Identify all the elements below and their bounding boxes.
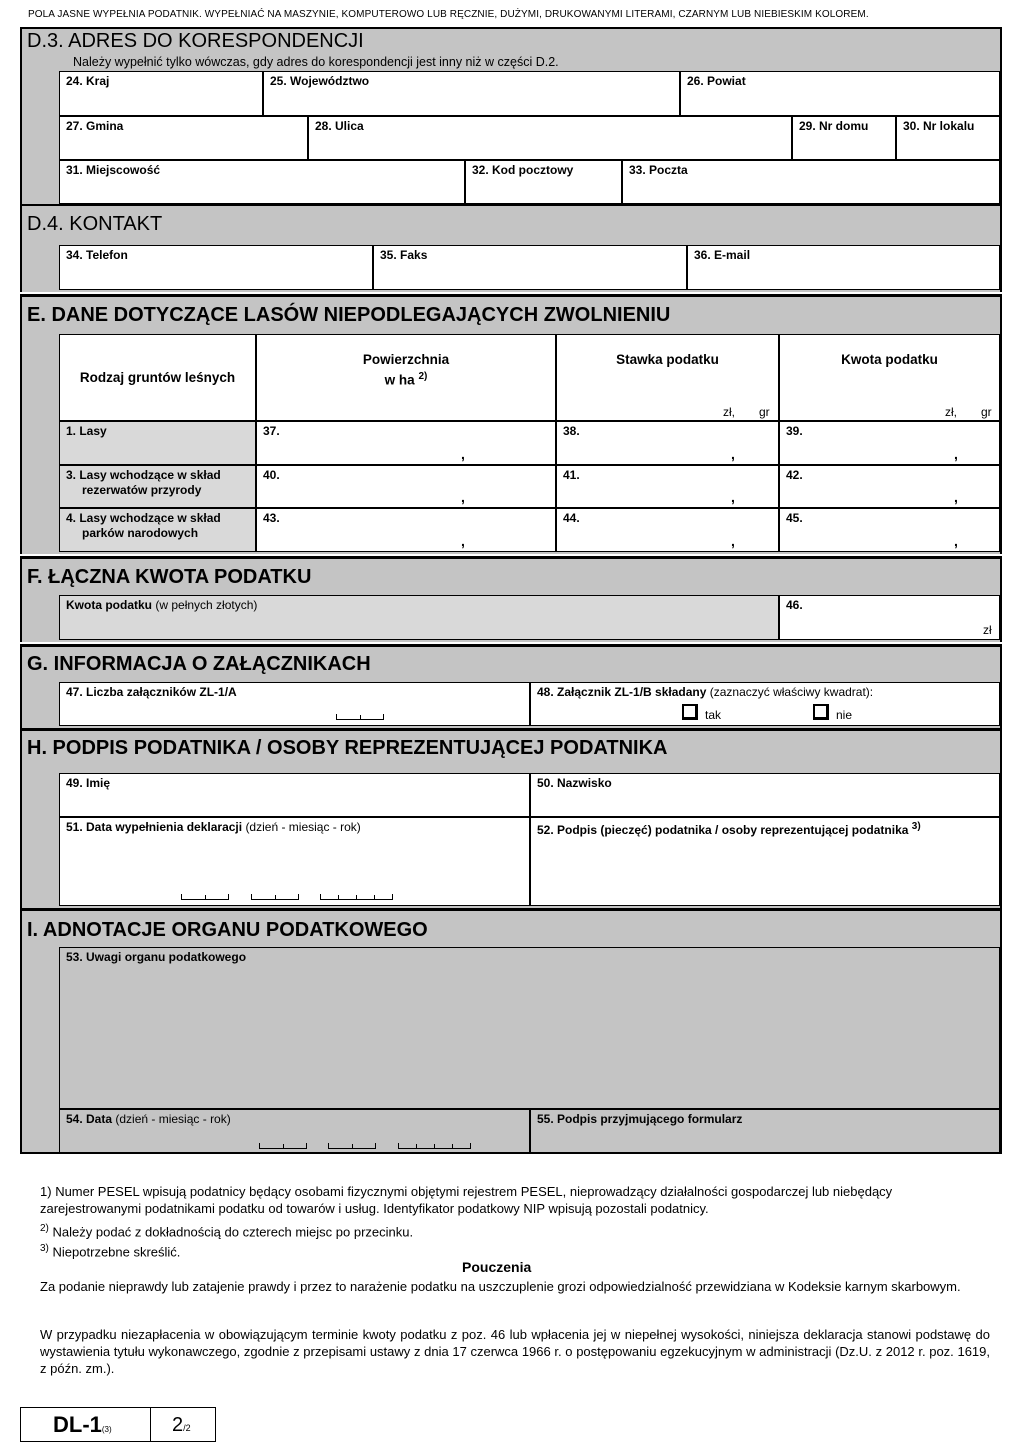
field-51-fill-date[interactable] bbox=[59, 817, 530, 906]
field-label bbox=[66, 1112, 231, 1126]
digit-separator bbox=[360, 715, 361, 719]
decimal-comma: , bbox=[461, 489, 465, 505]
checkbox-no[interactable] bbox=[813, 704, 829, 720]
field-42-amount[interactable] bbox=[779, 465, 1000, 508]
instructions-paragraph-1: Za podanie nieprawdy lub zatajenie prawdy i przez to narażenie podatku na uszczuplenie grozi odpowiedzialność przewidziana w Kodeksie karnym skarbowym. bbox=[40, 1279, 961, 1294]
section-i-title: I. ADNOTACJE ORGANU PODATKOWEGO bbox=[27, 919, 428, 941]
field-label: 39. bbox=[786, 424, 803, 438]
digit-separator bbox=[434, 1144, 435, 1148]
decimal-comma: , bbox=[731, 533, 735, 549]
row-label bbox=[66, 511, 221, 541]
footnote-ref-2: 2) bbox=[418, 371, 428, 382]
form-code: DL-1 bbox=[53, 1412, 102, 1437]
footnote-3-mark: 3) bbox=[40, 1243, 49, 1254]
year-boxes bbox=[320, 894, 393, 900]
field-label: 50. Nazwisko bbox=[537, 776, 612, 790]
row-label-line-2: rezerwatów przyrody bbox=[82, 483, 202, 497]
checkbox-yes-label: tak bbox=[705, 708, 722, 722]
field-36-email[interactable] bbox=[687, 245, 1000, 290]
field-43-area[interactable] bbox=[256, 508, 556, 552]
field-51-note: (dzień - miesiąc - rok) bbox=[245, 820, 361, 834]
section-h-title: H. PODPIS PODATNIKA / OSOBY REPREZENTUJĄCEJ PODATNIKA bbox=[27, 737, 668, 759]
day-boxes bbox=[259, 1143, 307, 1149]
field-label: 37. bbox=[263, 424, 280, 438]
decimal-comma: , bbox=[461, 533, 465, 549]
page-number: 2 bbox=[172, 1414, 184, 1436]
section-d4-title: D.4. KONTAKT bbox=[27, 213, 163, 235]
field-label: 47. Liczba załączników ZL-1/A bbox=[66, 685, 237, 699]
footnote-1-mark: 1) bbox=[40, 1184, 52, 1199]
row-forests-label bbox=[59, 421, 256, 465]
row-label: 1. Lasy bbox=[66, 424, 107, 438]
field-41-rate[interactable] bbox=[556, 465, 779, 508]
field-29-house-no[interactable] bbox=[792, 116, 896, 160]
page-number-box bbox=[150, 1407, 216, 1442]
month-boxes bbox=[328, 1143, 376, 1149]
field-label: 34. Telefon bbox=[66, 248, 128, 262]
field-27-municipality[interactable] bbox=[59, 116, 308, 160]
unit-zl: zł, bbox=[723, 405, 735, 419]
unit-gr: gr bbox=[759, 405, 770, 419]
field-47-attachments-count[interactable] bbox=[59, 682, 530, 726]
field-label: 43. bbox=[263, 511, 280, 525]
header-tax-rate-label: Stawka podatku bbox=[616, 352, 719, 367]
field-label bbox=[66, 820, 361, 834]
row-parks-label bbox=[59, 508, 256, 552]
field-label: 28. Ulica bbox=[315, 119, 364, 133]
footnote-1-text: Numer PESEL wpisują podatnicy będący osobami fizycznymi objętymi rejestrem PESEL, nieprowadzący działalności gospodarczej lub niebędący zarejestrowanymi podatnikami podatku od towarów i usług. Identyfikator podatkowy NIP wpisują pozostali podatnicy. bbox=[40, 1184, 893, 1216]
field-26-county[interactable] bbox=[680, 71, 1000, 116]
field-40-area[interactable] bbox=[256, 465, 556, 508]
total-tax-label-note: (w pełnych złotych) bbox=[155, 598, 258, 612]
field-label: 27. Gmina bbox=[66, 119, 124, 133]
decimal-comma: , bbox=[954, 533, 958, 549]
instructions-title: Pouczenia bbox=[462, 1259, 532, 1275]
field-30-apartment-no[interactable] bbox=[896, 116, 1000, 160]
field-37-area[interactable] bbox=[256, 421, 556, 465]
field-label bbox=[66, 598, 257, 612]
field-label: 25. Województwo bbox=[270, 74, 370, 88]
field-45-amount[interactable] bbox=[779, 508, 1000, 552]
field-24-country[interactable] bbox=[59, 71, 263, 116]
field-34-phone[interactable] bbox=[59, 245, 373, 290]
field-label: 49. Imię bbox=[66, 776, 111, 790]
field-label: 30. Nr lokalu bbox=[903, 119, 975, 133]
digit-boxes bbox=[336, 714, 384, 720]
header-tax-amount-label: Kwota podatku bbox=[841, 352, 938, 367]
field-label: 55. Podpis przyjmującego formularz bbox=[537, 1112, 743, 1126]
form-code-box bbox=[20, 1407, 151, 1442]
year-boxes bbox=[398, 1143, 471, 1149]
footnote-3-text: Niepotrzebne skreślić. bbox=[52, 1244, 181, 1260]
row-label-line-1: 4. Lasy wchodzące w skład bbox=[66, 511, 221, 525]
digit-separator bbox=[416, 1144, 417, 1148]
decimal-comma: , bbox=[954, 446, 958, 462]
unit-zl: zł bbox=[983, 623, 992, 637]
section-e-title: E. DANE DOTYCZĄCE LASÓW NIEPODLEGAJĄCYCH ZWOLNIENIU bbox=[27, 304, 671, 326]
field-48-label: 48. Załącznik ZL-1/B składany bbox=[537, 685, 707, 699]
footnote-2-mark: 2) bbox=[40, 1223, 49, 1234]
section-d3-title: D.3. ADRES DO KORESPONDENCJI bbox=[27, 30, 364, 52]
field-label: 41. bbox=[563, 468, 580, 482]
field-label: 44. bbox=[563, 511, 580, 525]
field-44-rate[interactable] bbox=[556, 508, 779, 552]
field-label: 29. Nr domu bbox=[799, 119, 869, 133]
field-label: 32. Kod pocztowy bbox=[472, 163, 574, 177]
field-31-locality[interactable] bbox=[59, 160, 465, 204]
header-forest-type-label: Rodzaj gruntów leśnych bbox=[79, 370, 236, 385]
decimal-comma: , bbox=[731, 446, 735, 462]
field-54-note: (dzień - miesiąc - rok) bbox=[115, 1112, 231, 1126]
field-33-post-office[interactable] bbox=[622, 160, 1000, 204]
section-f-title: F. ŁĄCZNA KWOTA PODATKU bbox=[27, 566, 312, 588]
total-tax-label-cell bbox=[59, 595, 779, 640]
field-label: 33. Poczta bbox=[629, 163, 688, 177]
field-38-rate[interactable] bbox=[556, 421, 779, 465]
field-54-date bbox=[59, 1109, 530, 1153]
field-label: 31. Miejscowość bbox=[66, 163, 161, 177]
digit-separator bbox=[283, 1144, 284, 1148]
total-tax-label: Kwota podatku bbox=[66, 598, 152, 612]
digit-separator bbox=[338, 895, 339, 899]
field-48-attachment-zl1b bbox=[530, 682, 1000, 726]
field-label: 36. E-mail bbox=[694, 248, 751, 262]
row-label-line-1: 3. Lasy wchodzące w skład bbox=[66, 468, 221, 482]
decimal-comma: , bbox=[731, 489, 735, 505]
month-boxes bbox=[251, 894, 299, 900]
day-boxes bbox=[181, 894, 229, 900]
field-label: 42. bbox=[786, 468, 803, 482]
unit-gr: gr bbox=[981, 405, 992, 419]
field-32-postal-code[interactable] bbox=[465, 160, 622, 204]
footnote-1 bbox=[40, 1183, 990, 1217]
digit-separator bbox=[205, 895, 206, 899]
section-d3-note: Należy wypełnić tylko wówczas, gdy adres do korespondencji jest inny niż w części D.2. bbox=[73, 55, 559, 69]
fill-instructions-note: POLA JASNE WYPEŁNIA PODATNIK. WYPEŁNIAĆ NA MASZYNIE, KOMPUTEROWO LUB RĘCZNIE, DUŻYMI, DRUKOWANYMI LITERAMI, CZARNYM LUB NIEBIESKIM KOLOREM. bbox=[28, 9, 869, 20]
digit-separator bbox=[352, 1144, 353, 1148]
field-49-first-name[interactable] bbox=[59, 773, 530, 817]
header-area-unit: w ha bbox=[384, 372, 415, 388]
digit-separator bbox=[374, 895, 375, 899]
checkbox-yes[interactable] bbox=[682, 704, 698, 720]
field-28-street[interactable] bbox=[308, 116, 792, 160]
field-52-label: 52. Podpis (pieczęć) podatnika / osoby reprezentującej podatnika bbox=[537, 823, 909, 837]
page-total: /2 bbox=[183, 1423, 191, 1433]
field-label: 46. bbox=[786, 598, 803, 612]
footnote-ref-3: 3) bbox=[911, 821, 921, 832]
field-54-label: 54. Data bbox=[66, 1112, 113, 1126]
field-label: 38. bbox=[563, 424, 580, 438]
field-53-authority-notes bbox=[59, 947, 1000, 1109]
field-label: 24. Kraj bbox=[66, 74, 110, 88]
footnote-3 bbox=[40, 1240, 990, 1260]
field-52-signature[interactable] bbox=[530, 817, 1000, 906]
decimal-comma: , bbox=[461, 446, 465, 462]
field-51-label: 51. Data wypełnienia deklaracji bbox=[66, 820, 243, 834]
footnote-2 bbox=[40, 1220, 990, 1240]
field-35-fax[interactable] bbox=[373, 245, 687, 290]
digit-separator bbox=[452, 1144, 453, 1148]
row-reserves-label bbox=[59, 465, 256, 508]
instructions-paragraph-2: W przypadku niezapłacenia w obowiązującym terminie kwoty podatku z poz. 46 lub wpłacenia jej w niepełnej wysokości, niniejsza deklaracja stanowi podstawę do wystawienia tytułu wykonawczego, zgodnie z przepisami ustawy z dnia 17 czerwca 1966 r. o postępowaniu egzekucyjnym w administracji (Dz.U. z 2012 r. poz. 1619, z późn. zm.). bbox=[40, 1327, 990, 1376]
checkbox-no-label: nie bbox=[836, 708, 853, 722]
field-label: 53. Uwagi organu podatkowego bbox=[66, 950, 247, 964]
digit-separator bbox=[356, 895, 357, 899]
field-48-note: (zaznaczyć właściwy kwadrat): bbox=[709, 685, 874, 699]
field-46-total-tax[interactable] bbox=[779, 595, 1000, 640]
field-label: 26. Powiat bbox=[687, 74, 746, 88]
field-label bbox=[537, 820, 921, 837]
unit-zl: zł, bbox=[945, 405, 957, 419]
header-tax-rate bbox=[556, 334, 779, 421]
row-label-line-2: parków narodowych bbox=[82, 526, 199, 540]
field-label: 35. Faks bbox=[380, 248, 428, 262]
field-label: 40. bbox=[263, 468, 280, 482]
header-tax-amount bbox=[779, 334, 1000, 421]
field-39-amount[interactable] bbox=[779, 421, 1000, 465]
footnote-2-text: Należy podać z dokładnością do czterech miejsc po przecinku. bbox=[52, 1224, 414, 1240]
field-label: 45. bbox=[786, 511, 803, 525]
digit-separator bbox=[275, 895, 276, 899]
field-50-last-name[interactable] bbox=[530, 773, 1000, 817]
form-version: (3) bbox=[101, 1425, 112, 1434]
header-area-label-1: Powierzchnia bbox=[362, 352, 450, 367]
field-55-receiver-signature bbox=[530, 1109, 1000, 1153]
field-label bbox=[537, 685, 873, 699]
header-area-label-2 bbox=[256, 371, 556, 388]
section-g-title: G. INFORMACJA O ZAŁĄCZNIKACH bbox=[27, 653, 371, 675]
row-label bbox=[66, 468, 221, 498]
field-25-voivodeship[interactable] bbox=[263, 71, 680, 116]
decimal-comma: , bbox=[954, 489, 958, 505]
